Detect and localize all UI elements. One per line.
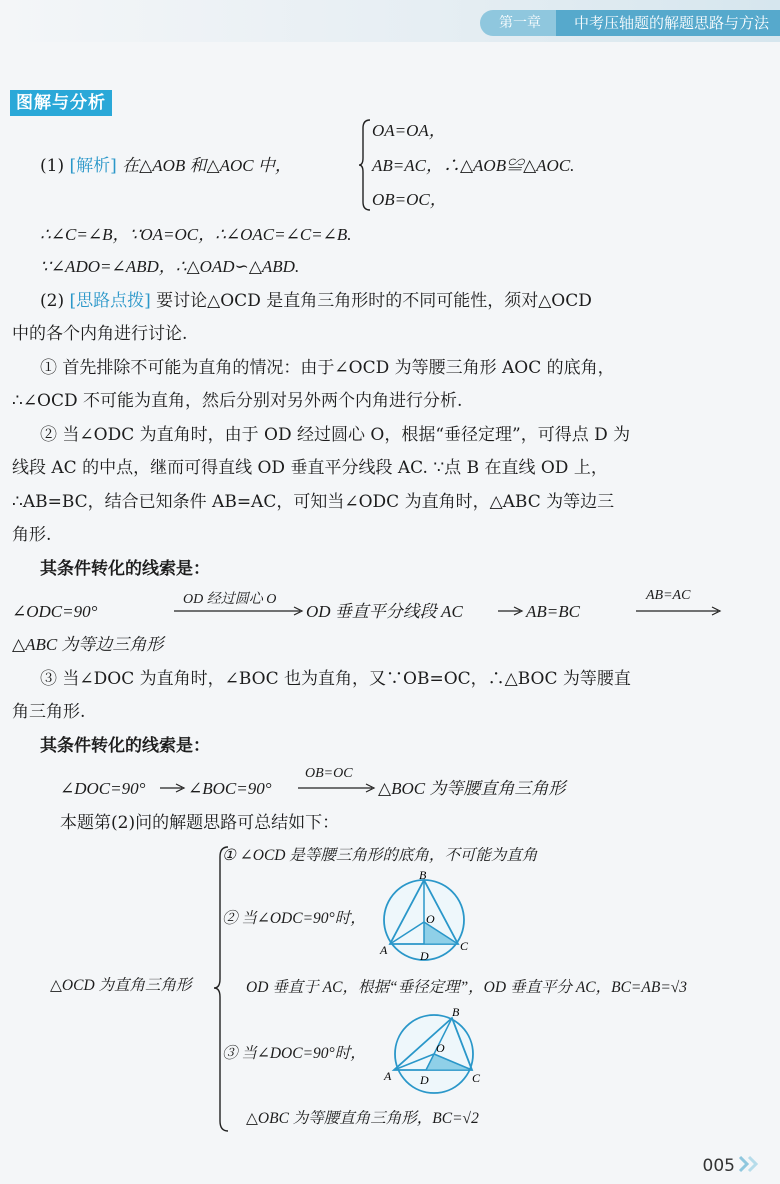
branch-2-label: ② 当∠ODC=90°时， <box>222 910 366 927</box>
chain2-arrow-small <box>160 782 186 794</box>
fig1-label-c: C <box>460 939 469 953</box>
step3-b: 角三角形. <box>12 702 86 722</box>
branch-3-result: △OBC 为等腰直角三角形，BC=√2 <box>246 1110 479 1127</box>
chain1-arrow1-label: OD 经过圆心 O <box>183 592 277 607</box>
part2-intro-a: 要讨论△OCD 是直角三角形时的不同可能性，须对△OCD <box>156 291 592 311</box>
fig2-label-o: O <box>436 1041 445 1055</box>
case-1: OA=OA， <box>372 121 446 140</box>
chain1-mid2: AB=BC <box>526 602 580 621</box>
part2-intro-b: 中的各个内角进行讨论. <box>12 324 188 344</box>
case-3: OB=OC， <box>372 190 447 209</box>
summary-root: △OCD 为直角三角形 <box>50 977 192 994</box>
figure-equilateral <box>372 870 482 970</box>
chain1-arrow2-label: AB=AC <box>646 588 691 603</box>
step2-c: ∴AB=BC，结合已知条件 AB=AC，可知当∠ODC 为直角时，△ABC 为等边三 <box>12 492 615 512</box>
part1-line3: ∵∠ADO=∠ABD，∴△OAD∽△ABD. <box>40 257 300 276</box>
summary-intro: 本题第(2)问的解题思路可总结如下： <box>60 813 340 833</box>
chapter-title: 中考压轴题的解题思路与方法 <box>556 10 780 36</box>
chain2-arrow-label: OB=OC <box>305 766 353 781</box>
step2-d: 角形. <box>12 525 52 545</box>
part1-line1 <box>40 154 292 178</box>
chain2-end: △BOC 为等腰直角三角形 <box>378 779 566 798</box>
figure-right-isosceles <box>382 1006 492 1100</box>
part1-prefix: (1) <box>40 156 65 176</box>
clue-heading-1: 其条件转化的线索是： <box>40 559 210 579</box>
part2-tag: [思路点拨] <box>69 291 151 311</box>
step3-a: ③ 当∠DOC 为直角时，∠BOC 也为直角，又∵OB=OC，∴△BOC 为等腰直 <box>40 669 631 689</box>
chain1-start: ∠ODC=90° <box>12 602 98 621</box>
step2-a: ② 当∠ODC 为直角时，由于 OD 经过圆心 O，根据“垂径定理”，可得点 D 为 <box>40 425 631 445</box>
chain1-arrow1 <box>174 605 304 617</box>
fig2-label-c: C <box>472 1071 481 1085</box>
fig2-label-b: B <box>452 1006 460 1019</box>
fig2-label-d: D <box>420 1073 429 1087</box>
chain1-mid: OD 垂直平分线段 AC <box>306 602 463 621</box>
fig1-label-o: O <box>426 912 435 926</box>
section-label: 图解与分析 <box>10 90 112 116</box>
part2-prefix: (2) <box>40 291 65 311</box>
part2-line1 <box>40 289 592 313</box>
part1-tag: [解析] <box>69 156 117 176</box>
fig2-label-a: A <box>384 1069 392 1083</box>
chain1-end: △ABC 为等边三角形 <box>12 635 164 654</box>
chain2-arrow <box>298 782 376 794</box>
chain1-arrow-small <box>498 605 524 617</box>
summary-brace <box>212 845 230 1135</box>
branch-2-result: OD 垂直于 AC，根据“垂径定理”，OD 垂直平分 AC，BC=AB=√3 <box>246 979 688 996</box>
part1-text: 在△AOB 和△AOC 中， <box>122 156 292 175</box>
step2-b: 线段 AC 的中点，继而可得直线 OD 垂直平分线段 AC. ∵点 B 在直线 OD 上， <box>12 458 608 478</box>
clue-heading-2: 其条件转化的线索是： <box>40 736 210 756</box>
fig1-label-d: D <box>420 949 429 963</box>
step1-b: ∴∠OCD 不可能为直角，然后分别对另外两个内角进行分析. <box>12 391 463 411</box>
step1-a: ① 首先排除不可能为直角的情况：由于∠OCD 为等腰三角形 AOC 的底角， <box>40 358 615 378</box>
chain2-mid: ∠BOC=90° <box>188 779 272 798</box>
part1-line2: ∴∠C=∠B，∵OA=OC，∴∠OAC=∠C=∠B. <box>40 225 352 244</box>
chain2-start: ∠DOC=90° <box>60 779 146 798</box>
page-number: 005 <box>702 1156 735 1176</box>
fig1-label-b: B <box>419 870 427 882</box>
fig1-label-a: A <box>380 943 388 957</box>
chain1-arrow2 <box>636 605 722 617</box>
brace-left <box>358 118 372 212</box>
page-chevron-icon <box>738 1154 766 1174</box>
case-2: AB=AC，∴△AOB≌△AOC. <box>372 156 575 175</box>
branch-3-label: ③ 当∠DOC=90°时， <box>222 1045 366 1062</box>
branch-1: ① ∠OCD 是等腰三角形的底角，不可能为直角 <box>222 847 538 864</box>
chapter-tab: 第一章 <box>480 10 560 36</box>
